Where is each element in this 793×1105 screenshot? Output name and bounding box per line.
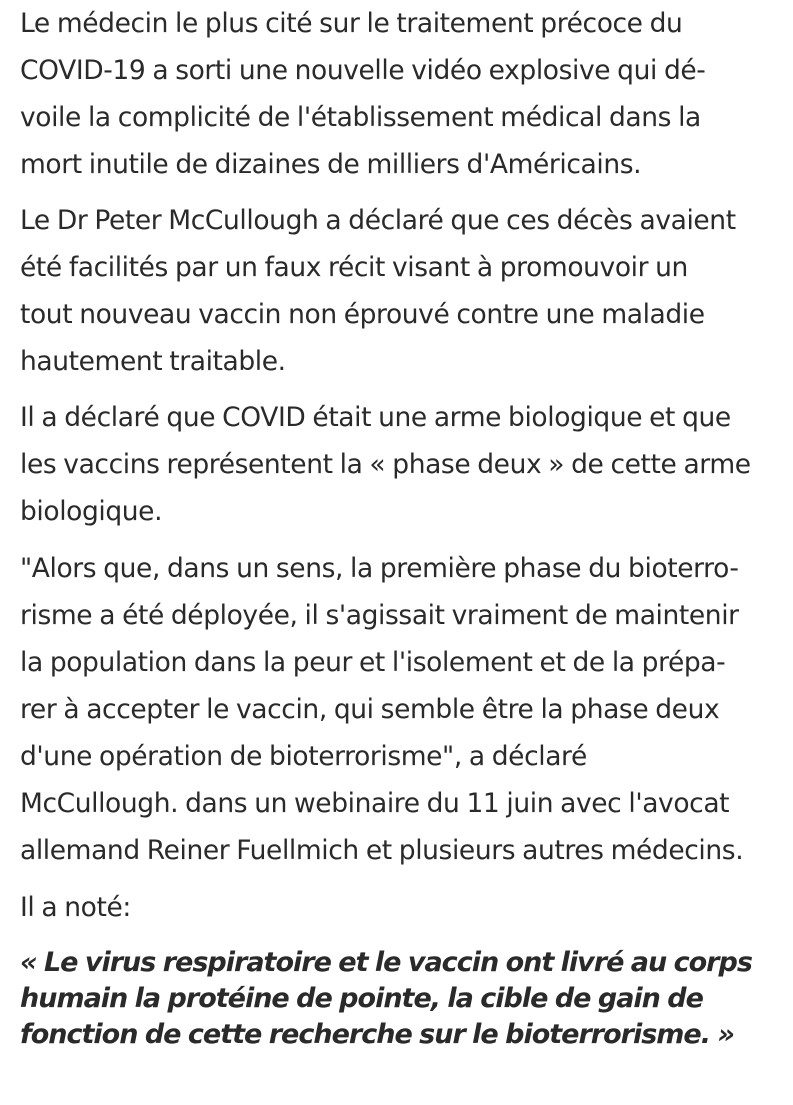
paragraph-webinar-quote <box>20 545 743 874</box>
text-line: Le Dr Peter McCullough a déclaré que ces décès avaient <box>20 205 736 236</box>
text-line: mort inutile de dizaines de milliers d'Américains. <box>20 149 642 180</box>
paragraph-bioweapon-claim <box>20 394 751 535</box>
text-line: "Alors que, dans un sens, la première phase du bioterro- <box>20 553 739 584</box>
text-line: la population dans la peur et l'isolement et de la prépa- <box>20 647 726 678</box>
pull-quote <box>20 945 752 1053</box>
paragraph-he-noted <box>20 884 131 931</box>
quote-line: humain la protéine de pointe, la cible de gain de <box>20 983 703 1014</box>
text-line: Il a noté: <box>20 892 131 923</box>
paragraph-early-treatment-video <box>20 0 705 188</box>
text-line: allemand Reiner Fuellmich et plusieurs autres médecins. <box>20 835 744 866</box>
quote-line: fonction de cette recherche sur le bioterrorisme. » <box>20 1019 734 1050</box>
text-line: Il a déclaré que COVID était une arme biologique et que <box>20 402 731 433</box>
text-line: les vaccins représentent la « phase deux » de cette arme <box>20 449 751 480</box>
text-line: risme a été déployée, il s'agissait vraiment de maintenir <box>20 600 739 631</box>
text-line: voile la complicité de l'établissement médical dans la <box>20 102 701 133</box>
text-line: COVID-19 a sorti une nouvelle vidéo explosive qui dé- <box>20 55 706 86</box>
text-line: d'une opération de bioterrorisme", a déclaré <box>20 741 587 772</box>
text-line: biologique. <box>20 496 163 527</box>
text-line: tout nouveau vaccin non éprouvé contre une maladie <box>20 299 705 330</box>
text-line: été facilités par un faux récit visant à promouvoir un <box>20 252 688 283</box>
text-line: McCullough. dans un webinaire du 11 juin avec l'avocat <box>20 788 730 819</box>
quote-line: « Le virus respiratoire et le vaccin ont livré au corps <box>20 947 752 978</box>
text-line: rer à accepter le vaccin, qui semble être la phase deux <box>20 694 720 725</box>
paragraph-false-narrative <box>20 197 736 385</box>
text-line: hautement traitable. <box>20 346 286 377</box>
text-line: Le médecin le plus cité sur le traitement précoce du <box>20 8 683 39</box>
